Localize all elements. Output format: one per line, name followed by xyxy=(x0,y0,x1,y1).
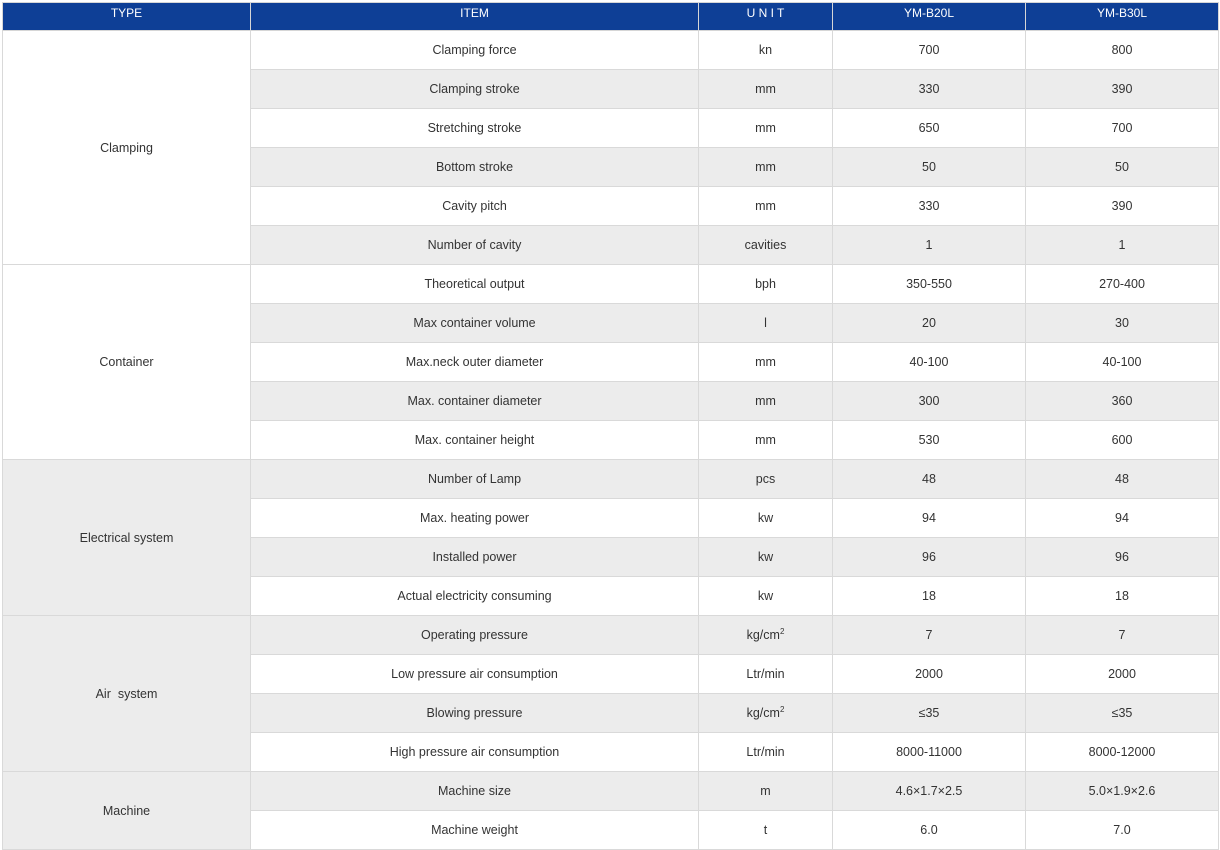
model-2-value: 390 xyxy=(1026,187,1219,226)
header-model-2: YM-B30L xyxy=(1026,3,1219,31)
unit-cell xyxy=(699,304,833,343)
model-1-value: 350-550 xyxy=(833,265,1026,304)
unit-text: mm xyxy=(755,355,776,369)
item-cell: Theoretical output xyxy=(251,265,699,304)
item-cell: Max. container diameter xyxy=(251,382,699,421)
unit-cell xyxy=(699,187,833,226)
unit-text: Ltr/min xyxy=(746,745,785,759)
item-cell: Max. heating power xyxy=(251,499,699,538)
model-2-value: ≤35 xyxy=(1026,694,1219,733)
unit-cell xyxy=(699,733,833,772)
unit-text: cavities xyxy=(744,238,787,252)
unit-cell xyxy=(699,226,833,265)
unit-text: mm xyxy=(755,394,776,408)
table-row xyxy=(3,265,1219,304)
item-cell: Machine size xyxy=(251,772,699,811)
unit-cell xyxy=(699,538,833,577)
model-1-value: 94 xyxy=(833,499,1026,538)
header-unit: U N I T xyxy=(699,3,833,31)
unit-cell xyxy=(699,421,833,460)
type-cell: Machine xyxy=(3,772,251,850)
unit-text: pcs xyxy=(755,472,776,486)
table-row xyxy=(3,31,1219,70)
item-cell: Clamping stroke xyxy=(251,70,699,109)
model-1-value: 6.0 xyxy=(833,811,1026,850)
unit-cell xyxy=(699,382,833,421)
item-cell: Max.neck outer diameter xyxy=(251,343,699,382)
item-cell: High pressure air consumption xyxy=(251,733,699,772)
model-2-value: 94 xyxy=(1026,499,1219,538)
unit-superscript: 2 xyxy=(779,626,785,636)
unit-cell xyxy=(699,31,833,70)
unit-text: kw xyxy=(757,589,774,603)
unit-text: mm xyxy=(755,82,776,96)
model-1-value: 300 xyxy=(833,382,1026,421)
model-1-value: 8000-11000 xyxy=(833,733,1026,772)
model-1-value: 330 xyxy=(833,187,1026,226)
model-2-value: 1 xyxy=(1026,226,1219,265)
item-cell: Number of Lamp xyxy=(251,460,699,499)
unit-cell xyxy=(699,109,833,148)
unit-cell xyxy=(699,655,833,694)
item-cell: Machine weight xyxy=(251,811,699,850)
item-cell: Low pressure air consumption xyxy=(251,655,699,694)
spec-table xyxy=(2,2,1219,850)
unit-text: Ltr/min xyxy=(746,667,785,681)
unit-text: l xyxy=(764,316,767,330)
item-cell: Installed power xyxy=(251,538,699,577)
item-cell: Clamping force xyxy=(251,31,699,70)
unit-cell xyxy=(699,811,833,850)
model-1-value: 700 xyxy=(833,31,1026,70)
unit-cell xyxy=(699,694,833,733)
unit-text: m xyxy=(760,784,771,798)
unit-cell xyxy=(699,265,833,304)
unit-cell xyxy=(699,772,833,811)
model-2-value: 30 xyxy=(1026,304,1219,343)
header-item: ITEM xyxy=(251,3,699,31)
unit-text: kg/cm xyxy=(746,628,780,642)
model-2-value: 7 xyxy=(1026,616,1219,655)
model-2-value: 48 xyxy=(1026,460,1219,499)
spec-table-body xyxy=(3,31,1219,850)
model-1-value: 330 xyxy=(833,70,1026,109)
model-1-value: 7 xyxy=(833,616,1026,655)
model-2-value: 360 xyxy=(1026,382,1219,421)
table-row xyxy=(3,616,1219,655)
item-cell: Max container volume xyxy=(251,304,699,343)
model-2-value: 2000 xyxy=(1026,655,1219,694)
model-1-value: 2000 xyxy=(833,655,1026,694)
model-1-value: 48 xyxy=(833,460,1026,499)
model-1-value: ≤35 xyxy=(833,694,1026,733)
item-cell: Number of cavity xyxy=(251,226,699,265)
type-cell: Air system xyxy=(3,616,251,772)
model-2-value: 7.0 xyxy=(1026,811,1219,850)
model-1-value: 650 xyxy=(833,109,1026,148)
model-2-value: 390 xyxy=(1026,70,1219,109)
model-1-value: 1 xyxy=(833,226,1026,265)
item-cell: Cavity pitch xyxy=(251,187,699,226)
unit-text: kw xyxy=(757,511,774,525)
model-2-value: 600 xyxy=(1026,421,1219,460)
unit-text: kn xyxy=(758,43,773,57)
header-model-1: YM-B20L xyxy=(833,3,1026,31)
model-2-value: 270-400 xyxy=(1026,265,1219,304)
model-2-value: 8000-12000 xyxy=(1026,733,1219,772)
type-cell: Electrical system xyxy=(3,460,251,616)
model-2-value: 18 xyxy=(1026,577,1219,616)
unit-cell xyxy=(699,616,833,655)
model-2-value: 40-100 xyxy=(1026,343,1219,382)
model-1-value: 4.6×1.7×2.5 xyxy=(833,772,1026,811)
item-cell: Blowing pressure xyxy=(251,694,699,733)
unit-superscript: 2 xyxy=(779,704,785,714)
unit-cell xyxy=(699,499,833,538)
unit-text: mm xyxy=(755,433,776,447)
model-1-value: 530 xyxy=(833,421,1026,460)
item-cell: Actual electricity consuming xyxy=(251,577,699,616)
type-cell: Container xyxy=(3,265,251,460)
model-1-value: 20 xyxy=(833,304,1026,343)
model-2-value: 96 xyxy=(1026,538,1219,577)
header-type: TYPE xyxy=(3,3,251,31)
unit-text: t xyxy=(763,823,768,837)
header-row xyxy=(3,3,1219,31)
model-2-value: 800 xyxy=(1026,31,1219,70)
model-2-value: 50 xyxy=(1026,148,1219,187)
unit-text: mm xyxy=(755,160,776,174)
item-cell: Operating pressure xyxy=(251,616,699,655)
unit-text: mm xyxy=(755,121,776,135)
unit-cell xyxy=(699,70,833,109)
unit-text: kw xyxy=(757,550,774,564)
table-row xyxy=(3,460,1219,499)
item-cell: Stretching stroke xyxy=(251,109,699,148)
item-cell: Max. container height xyxy=(251,421,699,460)
model-1-value: 96 xyxy=(833,538,1026,577)
unit-text: bph xyxy=(755,277,776,291)
model-1-value: 40-100 xyxy=(833,343,1026,382)
model-1-value: 18 xyxy=(833,577,1026,616)
model-2-value: 700 xyxy=(1026,109,1219,148)
unit-text: mm xyxy=(755,199,776,213)
model-2-value: 5.0×1.9×2.6 xyxy=(1026,772,1219,811)
unit-cell xyxy=(699,148,833,187)
unit-cell xyxy=(699,343,833,382)
unit-cell xyxy=(699,577,833,616)
unit-cell xyxy=(699,460,833,499)
unit-text: kg/cm xyxy=(746,706,780,720)
item-cell: Bottom stroke xyxy=(251,148,699,187)
model-1-value: 50 xyxy=(833,148,1026,187)
type-cell: Clamping xyxy=(3,31,251,265)
table-row xyxy=(3,772,1219,811)
